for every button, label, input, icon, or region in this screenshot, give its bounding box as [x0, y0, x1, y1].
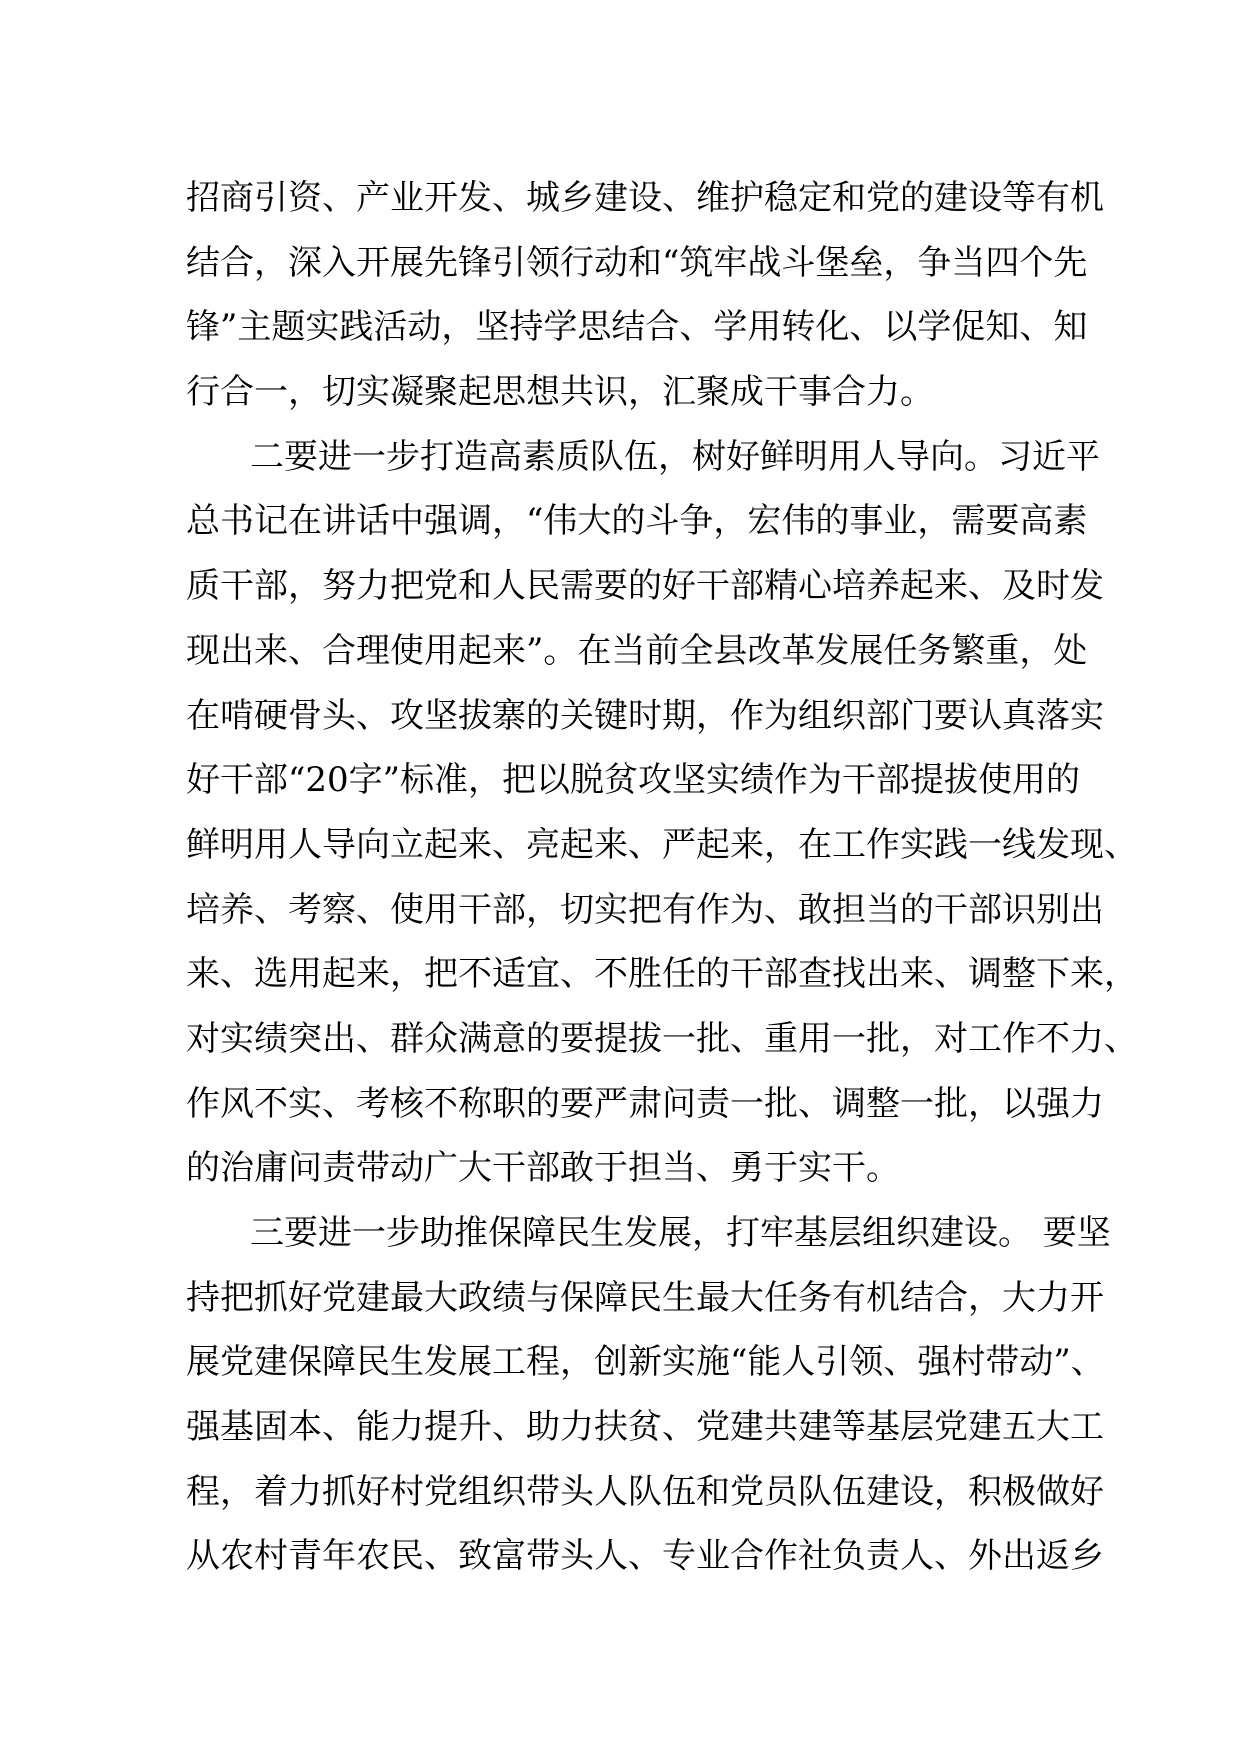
text-line: 总书记在讲话中强调，“伟大的斗争，宏伟的事业，需要高素 [186, 501, 1088, 542]
paragraph-start-line: 三要进一步助推保障民生发展，打牢基层组织建设。 要坚 [250, 1213, 1111, 1253]
text-line: 现出来、合理使用起来”。在当前全县改革发展任务繁重，处 [186, 630, 1088, 671]
text-line: 锋”主题实践活动，坚持学思结合、学用转化、以学促知、知 [186, 307, 1088, 348]
text-line: 质干部，努力把党和人民需要的好干部精心培养起来、及时发 [186, 566, 1104, 607]
text-line: 培养、考察、使用干部，切实把有作为、敢担当的干部识别出 [186, 889, 1104, 930]
paragraph-start-line: 二要进一步打造高素质队伍，树好鲜明用人导向。习近平 [250, 436, 1100, 477]
text-line: 作风不实、考核不称职的要严肃问责一批、调整一批，以强力 [186, 1083, 1104, 1124]
text-line: 从农村青年农民、致富带头人、专业合作社负责人、外出返乡 [186, 1536, 1104, 1577]
text-line: 招商引资、产业开发、城乡建设、维护稳定和党的建设等有机 [186, 178, 1104, 218]
text-line: 鲜明用人导向立起来、亮起来、严起来，在工作实践一线发现、 [186, 824, 1138, 865]
text-line: 结合，深入开展先锋引领行动和“筑牢战斗堡垒，争当四个先 [186, 242, 1088, 283]
text-line: 来、选用起来，把不适宜、不胜任的干部查找出来、调整下来， [186, 954, 1138, 995]
text-line: 好干部“20字”标准，把以脱贫攻坚实绩作为干部提拔使用的 [186, 760, 1081, 801]
text-line: 程，着力抓好村党组织带头人队伍和党员队伍建设，积极做好 [186, 1471, 1104, 1512]
text-line: 的治庸问责带动广大干部敢于担当、勇于实干。 [186, 1148, 900, 1189]
text-line: 行合一，切实凝聚起思想共识，汇聚成干事合力。 [186, 372, 934, 413]
text-line: 对实绩突出、群众满意的要提拔一批、重用一批，对工作不力、 [186, 1018, 1138, 1059]
text-line: 展党建保障民生发展工程，创新实施“能人引领、强村带动”、 [186, 1342, 1105, 1383]
body-text [186, 166, 1138, 1589]
text-line: 持把抓好党建最大政绩与保障民生最大任务有机结合，大力开 [186, 1277, 1104, 1318]
text-line: 在啃硬骨头、攻坚拔寨的关键时期，作为组织部门要认真落实 [186, 695, 1104, 736]
text-line: 强基固本、能力提升、助力扶贫、党建共建等基层党建五大工 [186, 1407, 1104, 1448]
